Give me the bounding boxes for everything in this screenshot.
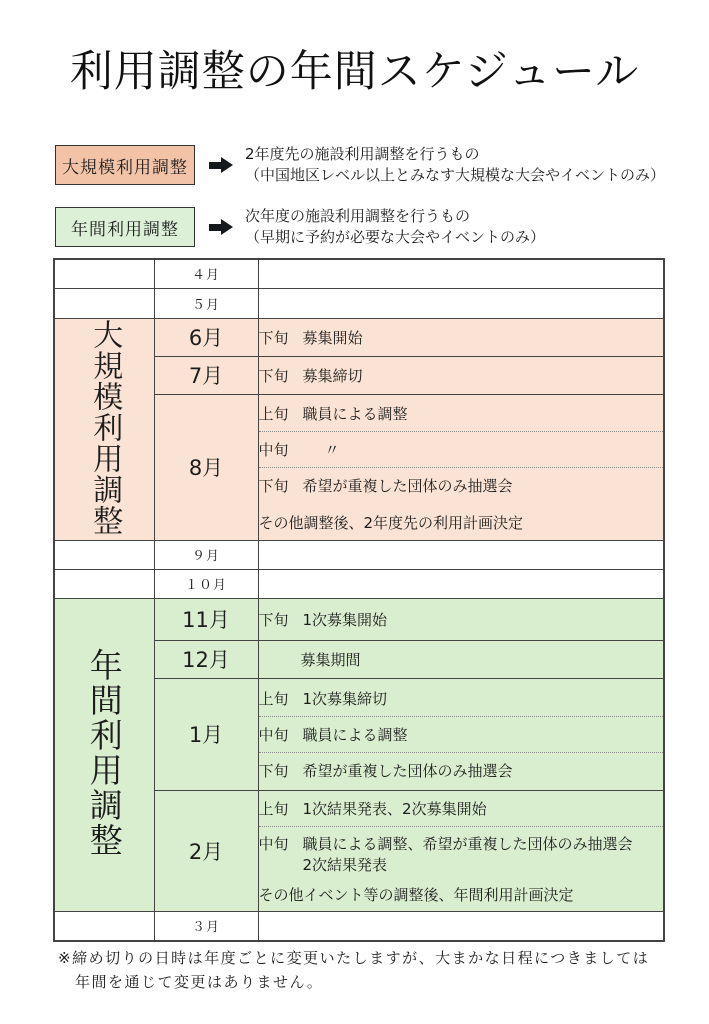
legend-description-large-scale bbox=[245, 144, 665, 186]
month-cell: 11月 bbox=[154, 598, 258, 640]
table-row-may bbox=[54, 288, 664, 318]
period-label: 上旬 bbox=[258, 689, 289, 708]
period-label: 上旬 bbox=[258, 799, 289, 818]
arrow-head bbox=[221, 157, 233, 173]
right-arrow-icon bbox=[209, 157, 233, 173]
table-row-november bbox=[54, 598, 664, 640]
content-cell-empty bbox=[258, 569, 664, 598]
content-cell bbox=[258, 394, 664, 540]
period-label: 下旬 bbox=[258, 610, 289, 629]
entry-text-block bbox=[303, 833, 633, 875]
content-cell-empty bbox=[258, 288, 664, 318]
month-cell: 2月 bbox=[154, 790, 258, 911]
schedule-entry bbox=[259, 717, 664, 753]
legend bbox=[55, 144, 675, 268]
arrow-shaft bbox=[209, 224, 221, 231]
month-cell: 1月 bbox=[154, 678, 258, 790]
group-label-annual bbox=[54, 598, 154, 911]
legend-label-annual: 年間利用調整 bbox=[55, 207, 195, 247]
content-cell bbox=[258, 678, 664, 790]
period-label: 下旬 bbox=[258, 761, 289, 780]
content-cell-empty bbox=[258, 911, 664, 941]
legend-description-annual bbox=[245, 206, 545, 248]
entry-text: 1次募集開始 bbox=[302, 610, 388, 629]
content-cell bbox=[258, 318, 664, 357]
legend-desc-line: 2年度先の施設利用調整を行うもの bbox=[245, 145, 480, 163]
schedule-entry bbox=[259, 396, 664, 432]
vertical-group-text: 大規模利用調整 bbox=[87, 318, 123, 536]
entry-text: 募集開始 bbox=[302, 328, 363, 347]
month-cell: ３月 bbox=[154, 911, 258, 941]
legend-row-annual bbox=[55, 206, 675, 248]
schedule-entry bbox=[259, 468, 664, 503]
entry-text: 希望が重複した団体のみ抽選会 bbox=[302, 476, 513, 495]
footnote-line: 年間を通じて変更はありません。 bbox=[75, 973, 324, 991]
footnote-line: ※締め切りの日時は年度ごとに変更いたしますが、大まかな日程につきましては bbox=[58, 949, 650, 967]
legend-desc-line: 次年度の施設利用調整を行うもの bbox=[245, 207, 471, 225]
entry-text: 希望が重複した団体のみ抽選会 bbox=[302, 761, 513, 780]
content-cell-empty bbox=[258, 540, 664, 569]
table-row-june bbox=[54, 318, 664, 357]
group-cell-empty bbox=[54, 569, 154, 598]
legend-desc-line: （早期に予約が必要な大会やイベントのみ） bbox=[245, 228, 546, 246]
schedule-entry bbox=[259, 327, 664, 348]
table-row-april bbox=[54, 259, 664, 288]
period-label: 中旬 bbox=[258, 834, 289, 853]
schedule-entry bbox=[259, 791, 664, 827]
month-cell: 6月 bbox=[154, 318, 258, 357]
period-label: 中旬 bbox=[258, 440, 289, 459]
content-cell bbox=[258, 357, 664, 395]
month-cell: 7月 bbox=[154, 357, 258, 395]
content-cell bbox=[258, 598, 664, 640]
group-label-large-scale bbox=[54, 318, 154, 540]
month-cell: 8月 bbox=[154, 394, 258, 540]
schedule-entry bbox=[259, 432, 664, 468]
schedule-entry bbox=[259, 609, 664, 630]
entry-text: 職員による調整 bbox=[302, 725, 408, 744]
period-label: 下旬 bbox=[258, 366, 289, 385]
schedule-entry bbox=[259, 827, 664, 875]
section-note: その他調整後、2年度先の利用計画決定 bbox=[258, 513, 524, 532]
month-cell: １０月 bbox=[154, 569, 258, 598]
period-label: 下旬 bbox=[258, 328, 289, 347]
content-cell bbox=[258, 790, 664, 911]
group-cell-empty bbox=[54, 288, 154, 318]
arrow-shaft bbox=[209, 162, 221, 169]
month-cell: 12月 bbox=[154, 640, 258, 678]
month-cell: ４月 bbox=[154, 259, 258, 288]
entry-text: 職員による調整、希望が重複した団体のみ抽選会 bbox=[302, 834, 633, 853]
legend-row-large-scale bbox=[55, 144, 675, 186]
ditto-mark: 〃 bbox=[324, 440, 340, 459]
period-label: 中旬 bbox=[258, 725, 289, 744]
schedule-entry bbox=[259, 681, 664, 717]
page-title: 利用調整の年間スケジュール bbox=[69, 47, 640, 97]
group-cell-empty bbox=[54, 540, 154, 569]
legend-desc-line: （中国地区レベル以上とみなす大規模な大会やイベントのみ） bbox=[245, 166, 666, 184]
group-cell-empty bbox=[54, 911, 154, 941]
legend-label-large-scale: 大規模利用調整 bbox=[55, 145, 195, 185]
period-label: 上旬 bbox=[258, 404, 289, 423]
table-row-october bbox=[54, 569, 664, 598]
table-row-march bbox=[54, 911, 664, 941]
arrow-head bbox=[221, 219, 233, 235]
period-label: 下旬 bbox=[258, 476, 289, 495]
schedule-entry bbox=[259, 753, 664, 788]
schedule-entry bbox=[259, 365, 664, 386]
entry-text: 募集期間 bbox=[300, 650, 361, 669]
vertical-group-text: 年間利用調整 bbox=[84, 647, 124, 858]
group-cell-empty bbox=[54, 259, 154, 288]
entry-text: 募集締切 bbox=[302, 366, 363, 385]
content-cell bbox=[258, 640, 664, 678]
month-cell: ５月 bbox=[154, 288, 258, 318]
section-note: その他イベント等の調整後、年間利用計画決定 bbox=[258, 885, 574, 904]
entry-text: 2次結果発表 bbox=[302, 855, 388, 874]
entry-text: 1次結果発表、2次募集開始 bbox=[302, 799, 487, 818]
entry-text: 職員による調整 bbox=[302, 404, 408, 423]
right-arrow-icon bbox=[209, 219, 233, 235]
footnote bbox=[58, 946, 673, 994]
content-cell-empty bbox=[258, 259, 664, 288]
schedule-entry bbox=[259, 649, 664, 670]
entry-text: 1次募集締切 bbox=[302, 689, 388, 708]
month-cell: ９月 bbox=[154, 540, 258, 569]
table-row-september bbox=[54, 540, 664, 569]
schedule-table bbox=[53, 258, 665, 942]
